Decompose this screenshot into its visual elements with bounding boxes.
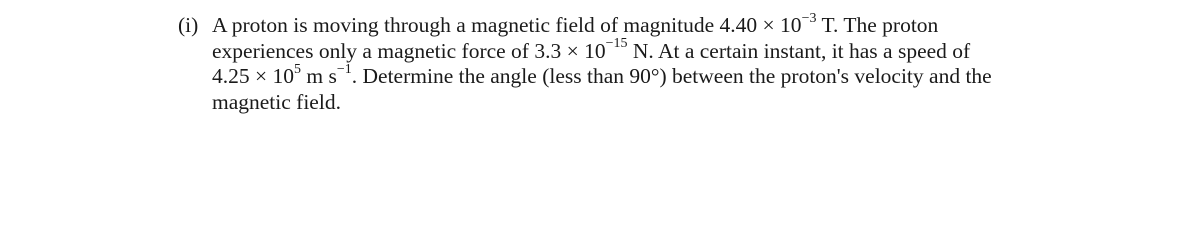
exponent-speed: 5 bbox=[294, 61, 302, 77]
question-line-3 bbox=[212, 61, 1178, 90]
line-4-text-a: magnetic field. bbox=[212, 89, 341, 114]
exponent-force: −15 bbox=[605, 36, 628, 52]
question-line-1 bbox=[212, 10, 1178, 39]
line-1-text-b: T. The proton bbox=[816, 13, 939, 37]
line-3-text-a: 4.25 × 10 bbox=[212, 64, 295, 88]
question-text bbox=[212, 10, 1178, 115]
line-3-text-c: . Determine the angle (less than 90°) between the proton's velocity and the bbox=[351, 64, 992, 88]
line-2-text-a: experiences only a magnetic force of 3.3 × 10 bbox=[212, 38, 606, 63]
line-2-text-b: N. At a certain instant, it has a speed of bbox=[627, 38, 971, 63]
question-line-4 bbox=[212, 90, 1178, 116]
exponent-field-magnitude: −3 bbox=[801, 10, 817, 26]
line-1-text-a: A proton is moving through a magnetic field of magnitude 4.40 × 10 bbox=[212, 13, 802, 37]
question-line-2 bbox=[212, 36, 1178, 65]
line-3-text-b: m s bbox=[301, 64, 337, 88]
exponent-unit: −1 bbox=[336, 61, 352, 77]
question-number: (i) bbox=[178, 13, 199, 37]
question-block bbox=[178, 10, 1178, 115]
question-row bbox=[178, 10, 1178, 115]
